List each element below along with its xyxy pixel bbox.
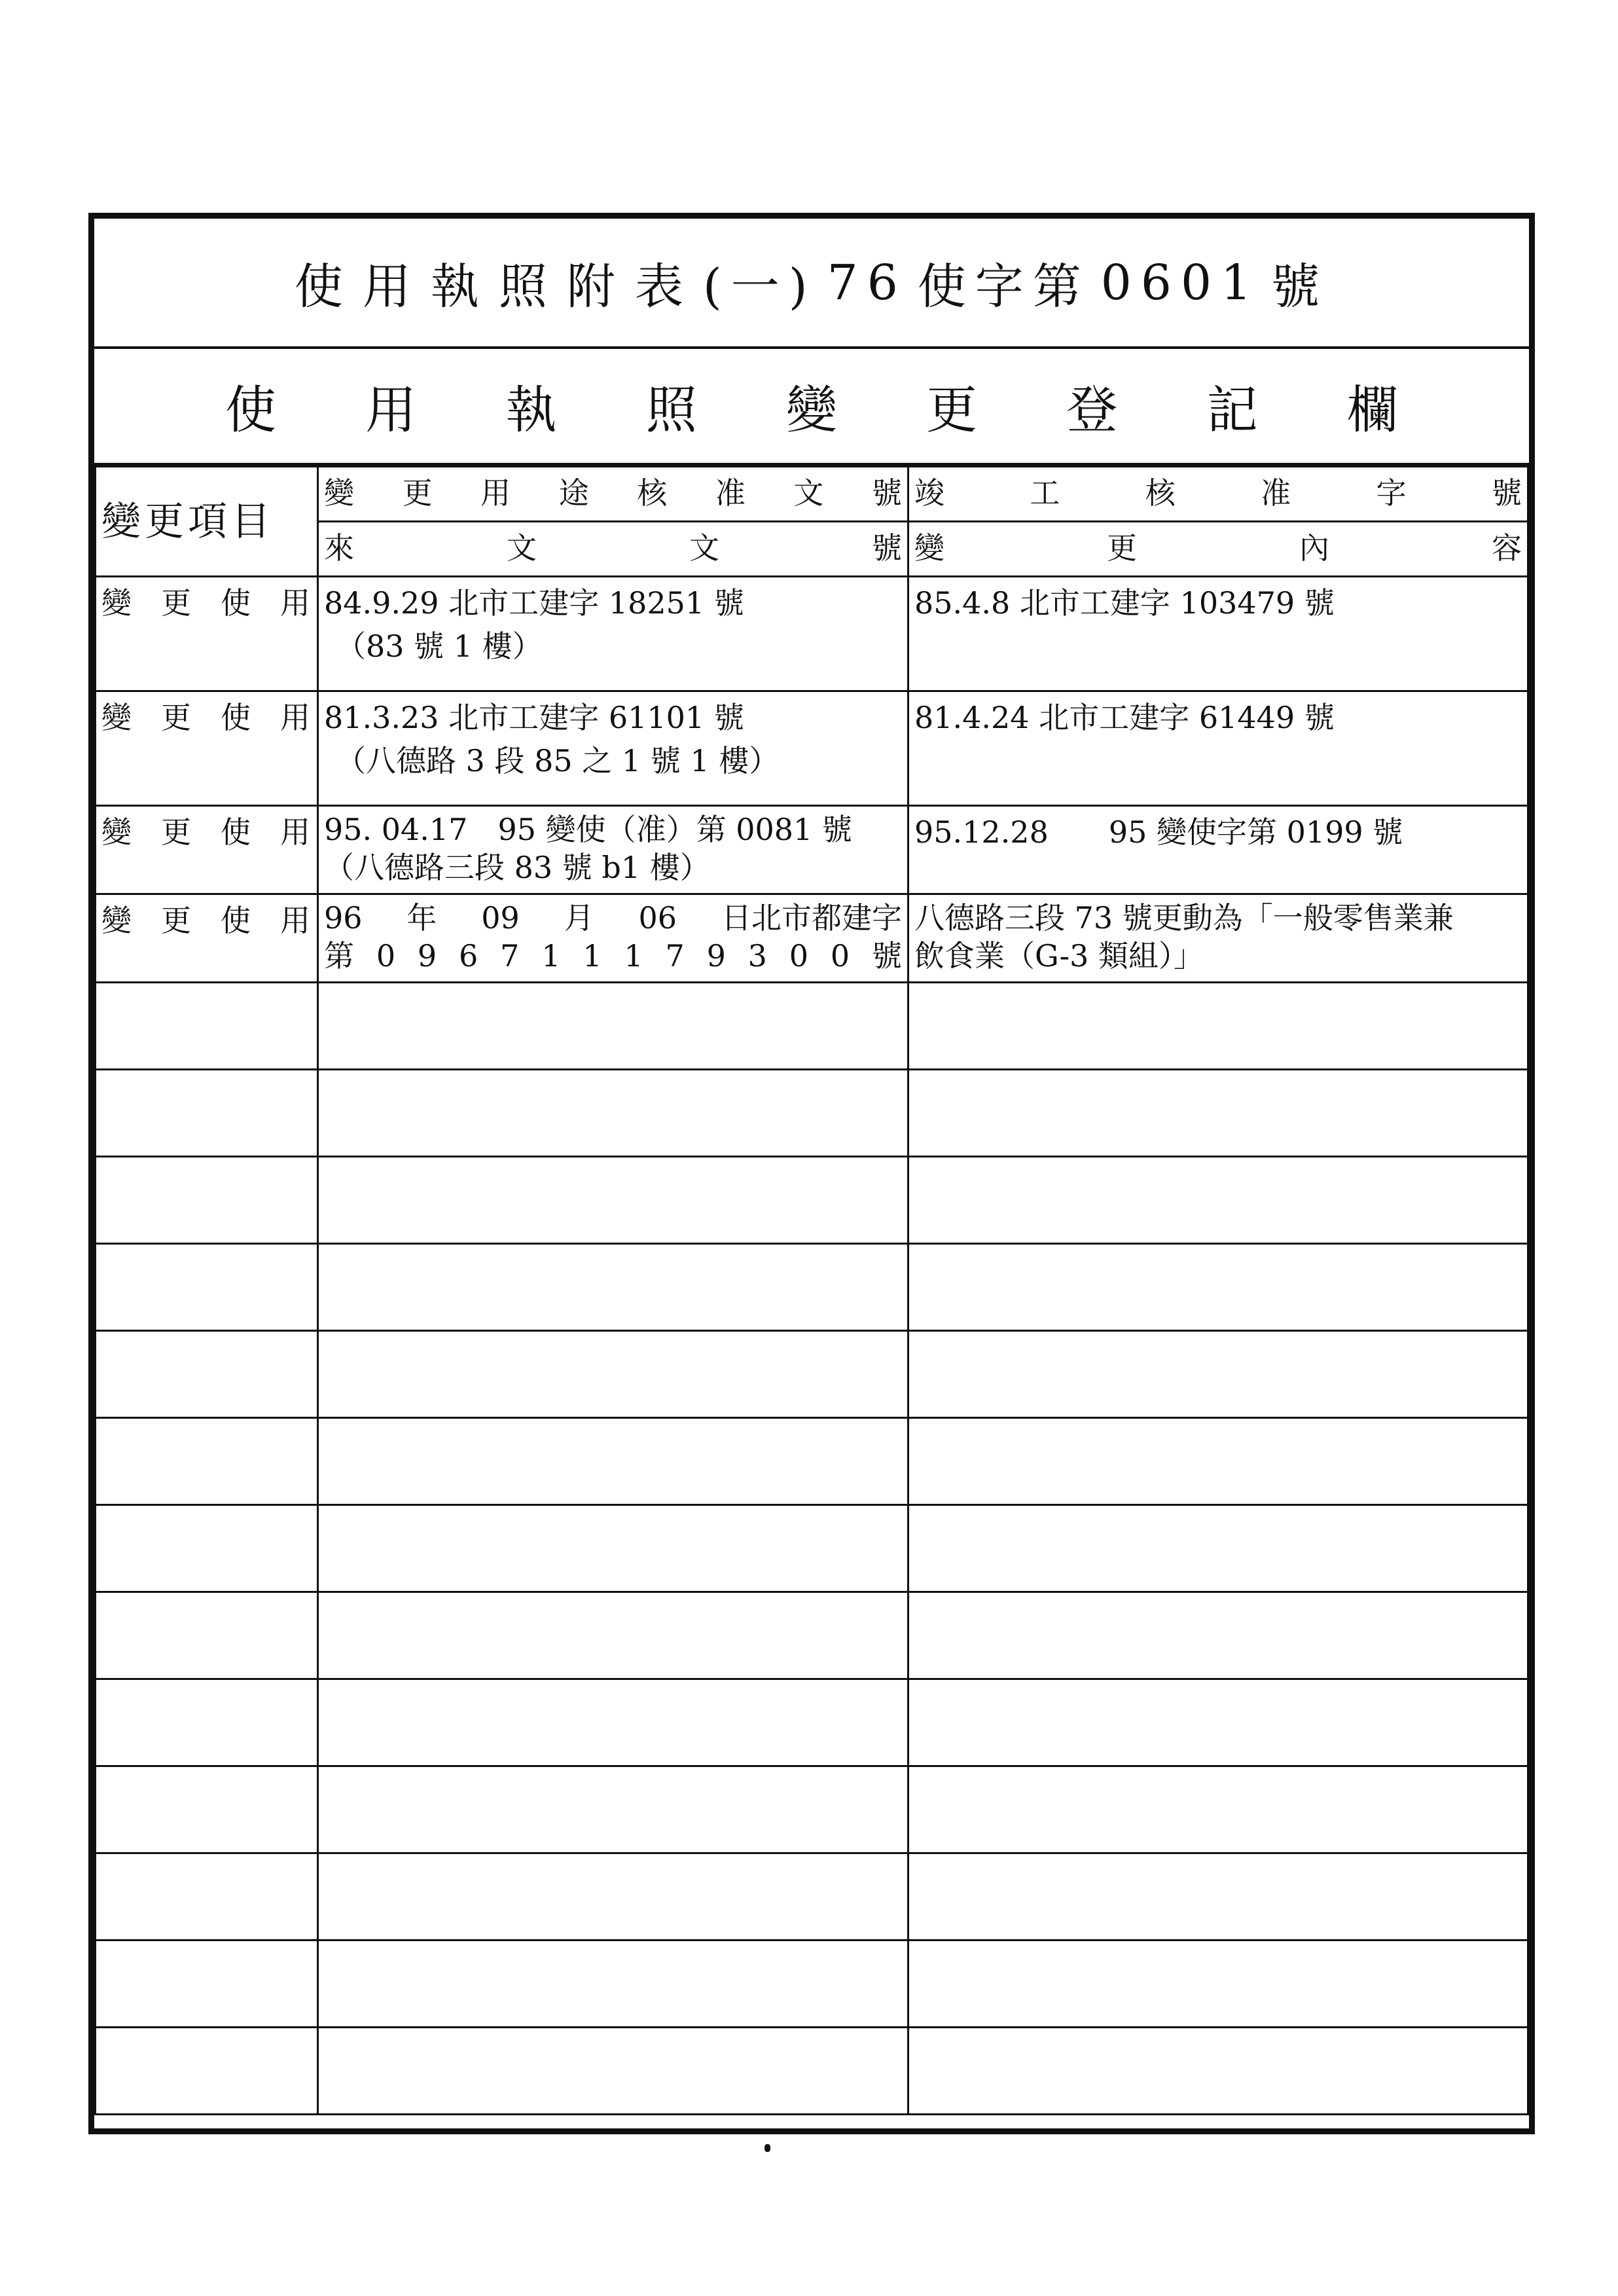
- approval-segment: 日北市都建字: [721, 900, 902, 936]
- empty-cell: [908, 2028, 1528, 2115]
- table-row: [96, 894, 1528, 983]
- header-char: 途: [558, 475, 589, 511]
- title-segment: 76: [827, 254, 907, 311]
- approval-segment: 09: [481, 900, 520, 936]
- header-char: 用: [480, 475, 511, 511]
- completion-line: 95.12.28 95 變使字第 0199 號: [914, 814, 1403, 850]
- approval-segment: 7: [665, 938, 685, 974]
- approval-segment: 0: [830, 938, 850, 974]
- empty-table-row: [96, 1244, 1528, 1331]
- empty-cell: [318, 1679, 908, 1766]
- approval-segment: 7: [500, 938, 520, 974]
- row-approval: [318, 806, 908, 894]
- title-segment: 使字第: [917, 258, 1090, 315]
- section-title-char: 記: [1206, 381, 1258, 440]
- empty-cell: [96, 1070, 318, 1157]
- title-segment: 附: [566, 258, 624, 315]
- empty-table-row: [96, 1853, 1528, 1941]
- empty-cell: [96, 1331, 318, 1418]
- empty-cell: [908, 1766, 1528, 1853]
- approval-line: （八德路三段 83 號 b1 樓）: [324, 850, 710, 885]
- approval-segment: 第: [324, 938, 354, 974]
- header-char: 字: [1376, 475, 1407, 511]
- empty-table-row: [96, 1157, 1528, 1244]
- header-char: 文: [793, 475, 824, 511]
- empty-cell: [96, 2028, 318, 2115]
- header-char: 號: [1491, 475, 1522, 511]
- empty-table-row: [96, 1941, 1528, 2028]
- table-row: [96, 691, 1528, 806]
- header-char: 變: [324, 475, 354, 511]
- row-completion: [908, 691, 1528, 806]
- empty-cell: [318, 1070, 908, 1157]
- section-title-char: 使: [225, 381, 277, 440]
- empty-cell: [908, 1157, 1528, 1244]
- empty-cell: [96, 983, 318, 1070]
- empty-cell: [318, 2028, 908, 2115]
- document-title: [94, 219, 1529, 349]
- header-char: 文: [507, 530, 537, 566]
- row-approval: [318, 691, 908, 806]
- empty-cell: [908, 1679, 1528, 1766]
- section-title-char: 登: [1066, 381, 1118, 440]
- empty-cell: [96, 1853, 318, 1941]
- empty-cell: [96, 1592, 318, 1679]
- empty-cell: [318, 983, 908, 1070]
- empty-cell: [96, 1418, 318, 1505]
- approval-segment: 1: [541, 938, 561, 974]
- row-item: 變更使用: [96, 691, 318, 806]
- completion-line: 81.4.24 北市工建字 61449 號: [914, 700, 1335, 735]
- empty-cell: [96, 1157, 318, 1244]
- row-completion: [908, 806, 1528, 894]
- title-segment: 執: [430, 258, 488, 315]
- completion-line: 85.4.8 北市工建字 103479 號: [914, 585, 1335, 621]
- title-segment: 使: [294, 258, 352, 315]
- title-segment: 號: [1271, 258, 1329, 315]
- empty-cell: [96, 1766, 318, 1853]
- header-char: 工: [1030, 475, 1060, 511]
- empty-cell: [908, 983, 1528, 1070]
- empty-cell: [96, 1505, 318, 1592]
- scan-speck: [764, 2144, 770, 2152]
- license-appendix-sheet: [88, 213, 1535, 2134]
- empty-cell: [318, 1505, 908, 1592]
- header-char: 更: [1107, 530, 1137, 566]
- row-item: 變更使用: [96, 894, 318, 983]
- empty-cell: [318, 1941, 908, 2028]
- header-char: 准: [1261, 475, 1291, 511]
- empty-cell: [908, 1070, 1528, 1157]
- header-char: 更: [402, 475, 433, 511]
- row-item: 變更使用: [96, 577, 318, 691]
- header-char: 竣: [914, 475, 944, 511]
- header-item-label: 變更項目: [96, 467, 318, 577]
- empty-table-row: [96, 983, 1528, 1070]
- empty-cell: [908, 1592, 1528, 1679]
- section-title-char: 用: [365, 381, 417, 440]
- approval-segment: 0: [376, 938, 396, 974]
- empty-table-row: [96, 1766, 1528, 1853]
- title-segment: (一): [702, 258, 817, 315]
- header-char: 內: [1299, 530, 1329, 566]
- table-row: [96, 806, 1528, 894]
- section-title-char: 更: [926, 381, 978, 440]
- empty-cell: [96, 1244, 318, 1331]
- approval-segment: 9: [706, 938, 726, 974]
- empty-table-row: [96, 1679, 1528, 1766]
- row-approval: [318, 577, 908, 691]
- change-register-table: [94, 465, 1529, 2115]
- header-char: 核: [1145, 475, 1176, 511]
- header-char: 號: [872, 530, 902, 566]
- approval-segment: 06: [638, 900, 677, 936]
- approval-line: （83 號 1 樓）: [336, 629, 543, 664]
- empty-cell: [318, 1244, 908, 1331]
- table-row: [96, 577, 1528, 691]
- empty-cell: [908, 1331, 1528, 1418]
- header-row-top: [96, 467, 1528, 522]
- approval-segment: 年: [406, 900, 437, 936]
- empty-table-row: [96, 1592, 1528, 1679]
- title-segment: 表: [634, 258, 692, 315]
- empty-table-row: [96, 2028, 1528, 2115]
- empty-table-row: [96, 1418, 1528, 1505]
- section-title-char: 變: [785, 381, 837, 440]
- empty-cell: [908, 1941, 1528, 2028]
- header-char: 號: [871, 475, 902, 511]
- approval-line: 84.9.29 北市工建字 18251 號: [324, 585, 744, 621]
- empty-table-row: [96, 1070, 1528, 1157]
- empty-cell: [318, 1331, 908, 1418]
- empty-table-row: [96, 1331, 1528, 1418]
- empty-cell: [908, 1853, 1528, 1941]
- approval-segment: 0: [789, 938, 809, 974]
- row-item: 變更使用: [96, 806, 318, 894]
- section-title: [94, 349, 1529, 465]
- approval-segment: 3: [747, 938, 767, 974]
- header-char: 准: [715, 475, 746, 511]
- empty-cell: [908, 1418, 1528, 1505]
- header-char: 來: [324, 530, 354, 566]
- title-segment: 用: [362, 258, 420, 315]
- empty-cell: [908, 1244, 1528, 1331]
- header-char: 核: [637, 475, 668, 511]
- empty-cell: [318, 1157, 908, 1244]
- empty-table-row: [96, 1505, 1528, 1592]
- empty-cell: [908, 1505, 1528, 1592]
- completion-line: 八德路三段 73 號更動為「一般零售業兼: [914, 900, 1454, 936]
- approval-segment: 9: [417, 938, 437, 974]
- approval-segment: 1: [583, 938, 602, 974]
- header-char: 變: [914, 530, 944, 566]
- section-title-char: 執: [505, 381, 557, 440]
- empty-cell: [318, 1853, 908, 1941]
- section-title-char: 欄: [1346, 381, 1398, 440]
- approval-line: 81.3.23 北市工建字 61101 號: [324, 700, 744, 735]
- header-approval-number: [318, 467, 908, 522]
- section-title-char: 照: [645, 381, 697, 440]
- row-completion: [908, 577, 1528, 691]
- row-approval: [318, 894, 908, 983]
- approval-line: （八德路 3 段 85 之 1 號 1 樓）: [336, 743, 780, 778]
- header-completion-number: [908, 467, 1528, 522]
- row-completion: [908, 894, 1528, 983]
- title-segment: 照: [498, 258, 556, 315]
- header-char: 容: [1492, 530, 1522, 566]
- approval-segment: 6: [459, 938, 478, 974]
- approval-line: 95. 04.17 95 變使（准）第 0081 號: [324, 812, 852, 847]
- header-incoming-doc-number: [318, 522, 908, 577]
- approval-segment: 1: [624, 938, 643, 974]
- empty-cell: [96, 1941, 318, 2028]
- empty-cell: [318, 1418, 908, 1505]
- empty-cell: [318, 1766, 908, 1853]
- empty-cell: [96, 1679, 318, 1766]
- header-char: 文: [689, 530, 719, 566]
- approval-segment: 號: [871, 938, 902, 974]
- completion-line: 飲食業（G-3 類組）」: [914, 938, 1204, 974]
- approval-segment: 96: [324, 900, 363, 936]
- title-segment: 0601: [1100, 254, 1261, 311]
- header-change-content: [908, 522, 1528, 577]
- empty-cell: [318, 1592, 908, 1679]
- approval-segment: 月: [564, 900, 594, 936]
